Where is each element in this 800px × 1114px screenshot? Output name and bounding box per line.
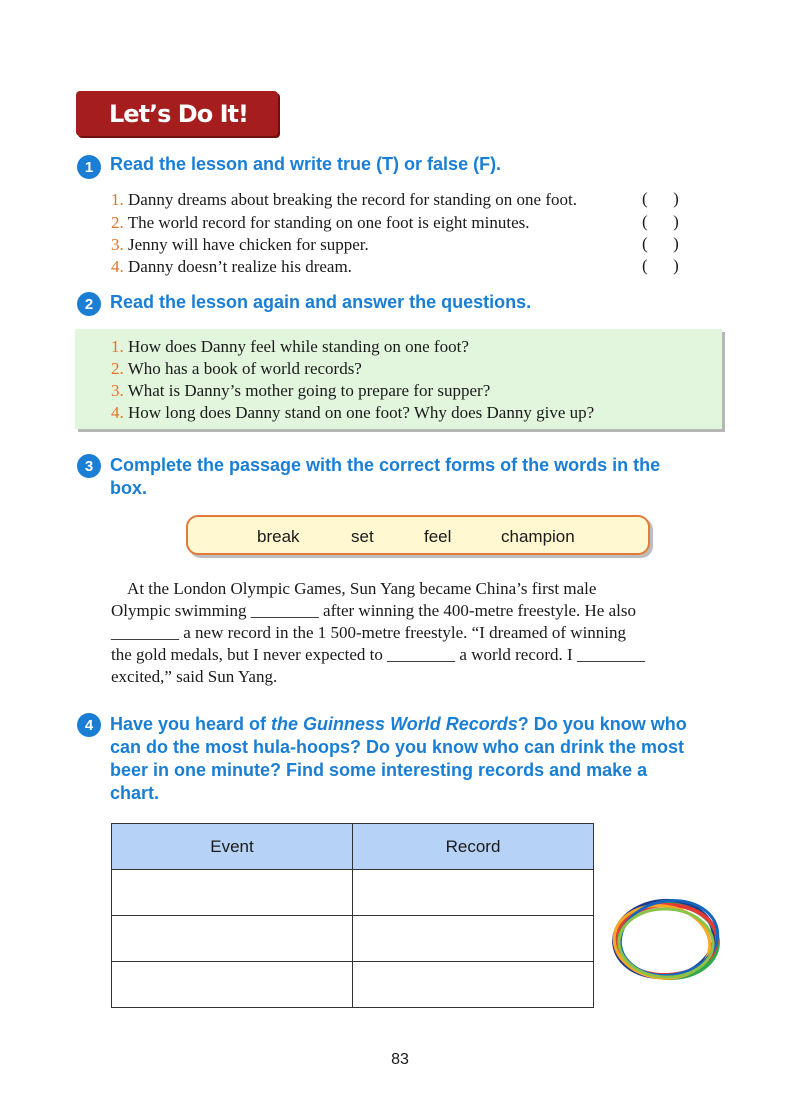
answer-blank[interactable]: ( ): [642, 234, 679, 253]
answer-blank[interactable]: ( ): [642, 212, 679, 231]
table-cell[interactable]: [112, 870, 353, 916]
exercise-2-question: 2. Who has a book of world records?: [111, 359, 362, 378]
table-cell[interactable]: [353, 870, 594, 916]
word-option: champion: [501, 527, 575, 546]
word-option: break: [257, 527, 300, 546]
exercise-1-item: 1. Danny dreams about breaking the record for standing on one foot.: [111, 190, 577, 209]
table-header-event: Event: [112, 824, 353, 870]
exercise-1-number-badge: 1: [77, 155, 101, 179]
section-banner: [76, 91, 278, 136]
exercise-4-instruction: Have you heard of the Guinness World Records? Do you know who can do the most hula-hoops? Do you know who can drink the most beer in one minute? Find some interesting records and make a chart.: [110, 714, 687, 803]
records-table: [111, 823, 594, 1008]
answer-blank[interactable]: ( ): [642, 189, 679, 208]
exercise-1-item: 3. Jenny will have chicken for supper.: [111, 235, 369, 254]
passage-line: At the London Olympic Games, Sun Yang became China’s first male: [111, 579, 597, 598]
exercise-3-instruction: Complete the passage with the correct forms of the words in the box.: [110, 455, 661, 498]
word-option: feel: [424, 527, 452, 546]
exercise-1-instruction: Read the lesson and write true (T) or false (F).: [110, 154, 502, 174]
hula-hoops-image: [606, 895, 726, 985]
passage-line: ________ a new record in the 1 500-metre freestyle. “I dreamed of winning: [111, 623, 627, 642]
table-header-record: Record: [353, 824, 594, 870]
page-number: 83: [391, 1051, 409, 1068]
exercise-4-number-badge: 4: [77, 713, 101, 737]
exercise-1-item: 4. Danny doesn’t realize his dream.: [111, 257, 352, 276]
exercise-3-number-badge: 3: [77, 454, 101, 478]
exercise-2-question: 3. What is Danny’s mother going to prepare for supper?: [111, 381, 491, 400]
exercise-2-instruction: Read the lesson again and answer the questions.: [110, 292, 532, 312]
exercise-2-number-badge: 2: [77, 292, 101, 316]
table-row: [112, 962, 594, 1008]
exercise-2-question: 4. How long does Danny stand on one foot? Why does Danny give up?: [111, 403, 595, 422]
exercise-1-item: 2. The world record for standing on one foot is eight minutes.: [111, 213, 530, 232]
exercise-2-question: 1. How does Danny feel while standing on one foot?: [111, 337, 469, 356]
passage-line: the gold medals, but I never expected to ________ a world record. I ________: [111, 645, 645, 664]
banner-title: Let’s Do It!: [109, 99, 248, 128]
passage-line: Olympic swimming ________ after winning the 400-metre freestyle. He also: [111, 601, 636, 620]
table-cell[interactable]: [112, 962, 353, 1008]
passage-line: excited,” said Sun Yang.: [111, 667, 278, 686]
word-box: [186, 515, 650, 555]
table-row: [112, 870, 594, 916]
table-cell[interactable]: [112, 916, 353, 962]
table-row: [112, 916, 594, 962]
table-cell[interactable]: [353, 916, 594, 962]
answer-blank[interactable]: ( ): [642, 256, 679, 275]
word-option: set: [351, 527, 374, 546]
table-cell[interactable]: [353, 962, 594, 1008]
